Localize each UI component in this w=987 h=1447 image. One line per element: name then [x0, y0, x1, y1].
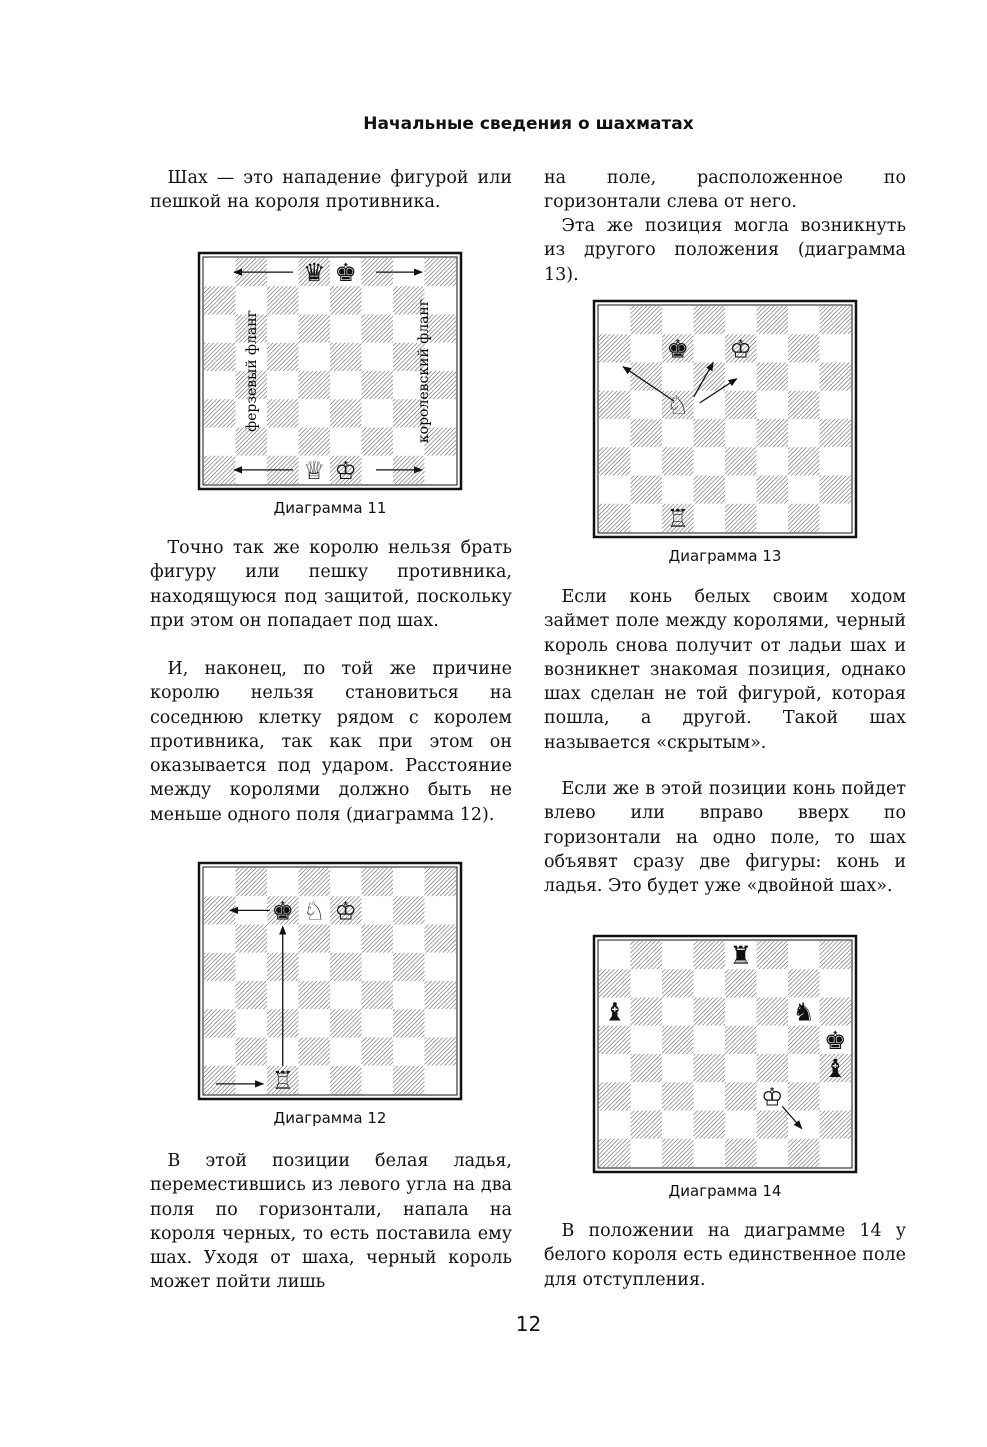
dark-square	[788, 969, 820, 997]
light-square	[662, 476, 694, 504]
light-square	[820, 334, 852, 362]
dark-square	[757, 363, 789, 391]
light-square	[788, 1111, 820, 1139]
dark-square	[204, 953, 236, 981]
light-square	[694, 1139, 726, 1167]
light-square	[599, 1111, 631, 1139]
dark-square	[393, 1009, 425, 1037]
dark-square	[599, 1139, 631, 1167]
dark-square	[299, 371, 331, 399]
dark-square	[820, 419, 852, 447]
dark-square	[299, 925, 331, 953]
dark-square	[267, 343, 299, 371]
dark-square	[820, 476, 852, 504]
dark-square	[788, 1082, 820, 1110]
chess-piece: ♚	[666, 334, 689, 364]
light-square	[299, 399, 331, 427]
light-square	[757, 447, 789, 475]
dark-square	[820, 363, 852, 391]
light-square	[788, 306, 820, 334]
chess-diagram-14	[593, 935, 857, 1173]
light-square	[425, 1066, 457, 1094]
light-square	[330, 315, 362, 343]
dark-square	[267, 286, 299, 314]
dark-square	[820, 306, 852, 334]
dark-square	[662, 1139, 694, 1167]
dark-square	[236, 1038, 268, 1066]
light-square	[267, 315, 299, 343]
dark-square	[299, 428, 331, 456]
light-square	[788, 363, 820, 391]
dark-square	[725, 1026, 757, 1054]
dark-square	[236, 925, 268, 953]
light-square	[236, 1066, 268, 1094]
light-square	[757, 504, 789, 532]
dark-square	[267, 399, 299, 427]
paragraph-3: И, наконец, по той же причине королю нельзя становиться на соседнюю клетку рядом с королем противника, так как при этом он оказывается под ударом. Расстояние между королями должно быть не меньше одного поля (диаграмма 12).	[150, 659, 512, 825]
dark-square	[362, 371, 394, 399]
light-square	[393, 1038, 425, 1066]
light-square	[662, 363, 694, 391]
diagram-13-caption: Диаграмма 13	[668, 547, 782, 565]
dark-square	[757, 476, 789, 504]
dark-square	[393, 1066, 425, 1094]
light-square	[236, 953, 268, 981]
light-square	[362, 896, 394, 924]
dark-square	[330, 1009, 362, 1037]
chess-piece: ♚	[334, 258, 357, 288]
light-square	[204, 428, 236, 456]
chess-piece: ♞	[792, 997, 815, 1027]
dark-square	[694, 363, 726, 391]
dark-square	[425, 925, 457, 953]
light-square	[204, 981, 236, 1009]
light-square	[362, 343, 394, 371]
light-square	[425, 456, 457, 484]
chess-piece: ♛	[303, 258, 326, 288]
dark-square	[204, 286, 236, 314]
light-square	[757, 334, 789, 362]
light-square	[599, 1054, 631, 1082]
dark-square	[694, 306, 726, 334]
chess-piece: ♘	[666, 390, 689, 420]
dark-square	[662, 969, 694, 997]
light-square	[694, 1026, 726, 1054]
light-square	[330, 371, 362, 399]
light-square	[299, 286, 331, 314]
light-square	[725, 306, 757, 334]
light-square	[362, 1009, 394, 1037]
dark-square	[599, 504, 631, 532]
dark-square	[788, 504, 820, 532]
light-square	[362, 1066, 394, 1094]
dark-square	[299, 1038, 331, 1066]
light-square	[820, 969, 852, 997]
light-square	[631, 391, 663, 419]
dark-square	[236, 981, 268, 1009]
light-square	[631, 1026, 663, 1054]
chess-piece: ♚	[271, 896, 294, 926]
dark-square	[204, 399, 236, 427]
paragraph-4: В этой позиции белая ладья, переместившись из левого угла на два поля по горизонтали, напала на короля черных, то есть поставила ему шах. Уходя от шаха, черный король может пойти лишь	[150, 1151, 512, 1293]
light-square	[330, 1038, 362, 1066]
light-square	[299, 1066, 331, 1094]
dark-square	[204, 343, 236, 371]
light-square	[631, 969, 663, 997]
dark-square	[362, 868, 394, 896]
light-square	[662, 941, 694, 969]
chess-piece: ♝	[603, 997, 626, 1027]
light-square	[662, 306, 694, 334]
light-square	[662, 998, 694, 1026]
light-square	[725, 419, 757, 447]
light-square	[757, 1139, 789, 1167]
light-square	[599, 306, 631, 334]
dark-square	[425, 868, 457, 896]
light-square	[330, 925, 362, 953]
light-square	[425, 896, 457, 924]
dark-square	[694, 419, 726, 447]
dark-square	[236, 868, 268, 896]
dark-square	[725, 1082, 757, 1110]
light-square	[788, 941, 820, 969]
dark-square	[631, 1111, 663, 1139]
light-square	[299, 953, 331, 981]
dark-square	[662, 1026, 694, 1054]
page-number: 12	[515, 1312, 542, 1336]
dark-square	[725, 1139, 757, 1167]
diagram-14-caption: Диаграмма 14	[668, 1182, 782, 1200]
chess-piece: ♔	[729, 334, 752, 364]
dark-square	[820, 941, 852, 969]
paragraph-8: Если же в этой позиции конь пойдет влево или вправо вверх по горизонтали на одно поле, то шах объявят сразу две фигуры: конь и ладья. Это будет уже «двойной шах».	[544, 779, 906, 897]
dark-square	[362, 981, 394, 1009]
dark-square	[757, 1111, 789, 1139]
chess-diagram-13	[593, 300, 857, 538]
dark-square	[631, 419, 663, 447]
dark-square	[788, 334, 820, 362]
dark-square	[725, 969, 757, 997]
light-square	[267, 371, 299, 399]
chess-piece: ♕	[303, 455, 326, 485]
light-square	[330, 428, 362, 456]
dark-square	[299, 315, 331, 343]
light-square	[788, 419, 820, 447]
dark-square	[362, 428, 394, 456]
light-square	[820, 1139, 852, 1167]
dark-square	[299, 981, 331, 1009]
light-square	[204, 868, 236, 896]
dark-square	[631, 941, 663, 969]
light-square	[631, 447, 663, 475]
light-square	[757, 1026, 789, 1054]
dark-square	[662, 1082, 694, 1110]
light-square	[757, 969, 789, 997]
light-square	[820, 504, 852, 532]
dark-square	[631, 998, 663, 1026]
dark-square	[393, 896, 425, 924]
light-square	[267, 428, 299, 456]
light-square	[725, 1054, 757, 1082]
dark-square	[788, 447, 820, 475]
chess-piece: ♚	[824, 1025, 847, 1055]
chess-diagram-12	[198, 862, 462, 1100]
dark-square	[425, 258, 457, 286]
light-square	[330, 981, 362, 1009]
dark-square	[330, 286, 362, 314]
light-square	[631, 1139, 663, 1167]
paragraph-7: Если конь белых своим ходом займет поле между королями, черный король снова получит от ладьи шах и возникнет знакомая позиция, однако шах сделан не той фигурой, которая пошла, а другой. Такой шах называется «скрытым».	[544, 587, 906, 753]
light-square	[236, 1009, 268, 1037]
light-square	[725, 476, 757, 504]
light-square	[788, 476, 820, 504]
light-square	[631, 334, 663, 362]
dark-square	[631, 363, 663, 391]
light-square	[662, 1111, 694, 1139]
dark-square	[204, 1009, 236, 1037]
dark-square	[362, 925, 394, 953]
paragraph-9: В положении на диаграмме 14 у белого короля есть единственное поле для отступления.	[544, 1221, 906, 1290]
chess-piece: ♖	[271, 1065, 294, 1095]
chess-piece: ♘	[303, 896, 326, 926]
light-square	[362, 953, 394, 981]
light-square	[694, 334, 726, 362]
page-title: Начальные сведения о шахматах	[363, 114, 694, 134]
light-square	[820, 1082, 852, 1110]
paragraph-5: на поле, расположенное по горизонтали слева от него.	[544, 168, 906, 213]
chess-piece: ♔	[334, 896, 357, 926]
dark-square	[299, 868, 331, 896]
light-square	[393, 925, 425, 953]
light-square	[820, 447, 852, 475]
dark-square	[725, 504, 757, 532]
dark-square	[631, 476, 663, 504]
light-square	[757, 391, 789, 419]
light-square	[631, 1082, 663, 1110]
dark-square	[694, 476, 726, 504]
dark-square	[757, 419, 789, 447]
diagram-11-caption: Диаграмма 11	[273, 499, 387, 517]
light-square	[820, 391, 852, 419]
kingside-label: королевский фланг	[416, 298, 432, 444]
light-square	[204, 925, 236, 953]
light-square	[599, 363, 631, 391]
diagram-12-caption: Диаграмма 12	[273, 1109, 387, 1127]
dark-square	[599, 1026, 631, 1054]
chess-piece: ♖	[666, 503, 689, 533]
light-square	[599, 941, 631, 969]
dark-square	[204, 456, 236, 484]
light-square	[599, 419, 631, 447]
dark-square	[599, 334, 631, 362]
light-square	[425, 1009, 457, 1037]
dark-square	[694, 1054, 726, 1082]
dark-square	[757, 306, 789, 334]
light-square	[393, 868, 425, 896]
light-square	[204, 315, 236, 343]
light-square	[204, 1038, 236, 1066]
light-square	[299, 1009, 331, 1037]
light-square	[662, 1054, 694, 1082]
paragraph-6: Эта же позиция могла возникнуть из другого положения (диаграмма 13).	[544, 216, 906, 285]
dark-square	[757, 941, 789, 969]
light-square	[694, 969, 726, 997]
chess-piece: ♔	[334, 455, 357, 485]
light-square	[694, 447, 726, 475]
light-square	[204, 258, 236, 286]
queenside-label: ферзевый фланг	[244, 310, 260, 432]
dark-square	[820, 1111, 852, 1139]
dark-square	[725, 391, 757, 419]
chess-diagram-11	[198, 252, 462, 490]
light-square	[362, 286, 394, 314]
dark-square	[425, 1038, 457, 1066]
dark-square	[599, 1082, 631, 1110]
dark-square	[788, 1026, 820, 1054]
dark-square	[694, 941, 726, 969]
light-square	[694, 504, 726, 532]
light-square	[725, 998, 757, 1026]
dark-square	[330, 953, 362, 981]
dark-square	[204, 1066, 236, 1094]
chess-piece: ♔	[761, 1082, 784, 1112]
dark-square	[662, 447, 694, 475]
dark-square	[694, 1111, 726, 1139]
light-square	[362, 399, 394, 427]
dark-square	[820, 998, 852, 1026]
dark-square	[425, 981, 457, 1009]
dark-square	[631, 306, 663, 334]
dark-square	[788, 391, 820, 419]
dark-square	[599, 391, 631, 419]
light-square	[299, 343, 331, 371]
paragraph-2: Точно так же королю нельзя брать фигуру или пешку противника, находящуюся под защитой, поскольку при этом он попадает под шах.	[150, 538, 512, 631]
chess-piece: ♝	[824, 1054, 847, 1084]
chess-piece: ♜	[729, 941, 752, 971]
light-square	[694, 391, 726, 419]
light-square	[788, 1054, 820, 1082]
dark-square	[757, 1054, 789, 1082]
light-square	[725, 363, 757, 391]
light-square	[267, 868, 299, 896]
dark-square	[757, 998, 789, 1026]
light-square	[599, 476, 631, 504]
dark-square	[599, 969, 631, 997]
dark-square	[330, 343, 362, 371]
light-square	[725, 1111, 757, 1139]
light-square	[425, 953, 457, 981]
light-square	[330, 868, 362, 896]
dark-square	[362, 1038, 394, 1066]
light-square	[662, 419, 694, 447]
dark-square	[393, 953, 425, 981]
light-square	[631, 504, 663, 532]
dark-square	[788, 1139, 820, 1167]
light-square	[393, 981, 425, 1009]
dark-square	[599, 447, 631, 475]
dark-square	[362, 315, 394, 343]
dark-square	[330, 399, 362, 427]
light-square	[694, 1082, 726, 1110]
light-square	[204, 371, 236, 399]
dark-square	[725, 447, 757, 475]
dark-square	[694, 998, 726, 1026]
dark-square	[631, 1054, 663, 1082]
dark-square	[330, 1066, 362, 1094]
paragraph-1: Шах — это нападение фигурой или пешкой на короля противника.	[150, 168, 512, 213]
